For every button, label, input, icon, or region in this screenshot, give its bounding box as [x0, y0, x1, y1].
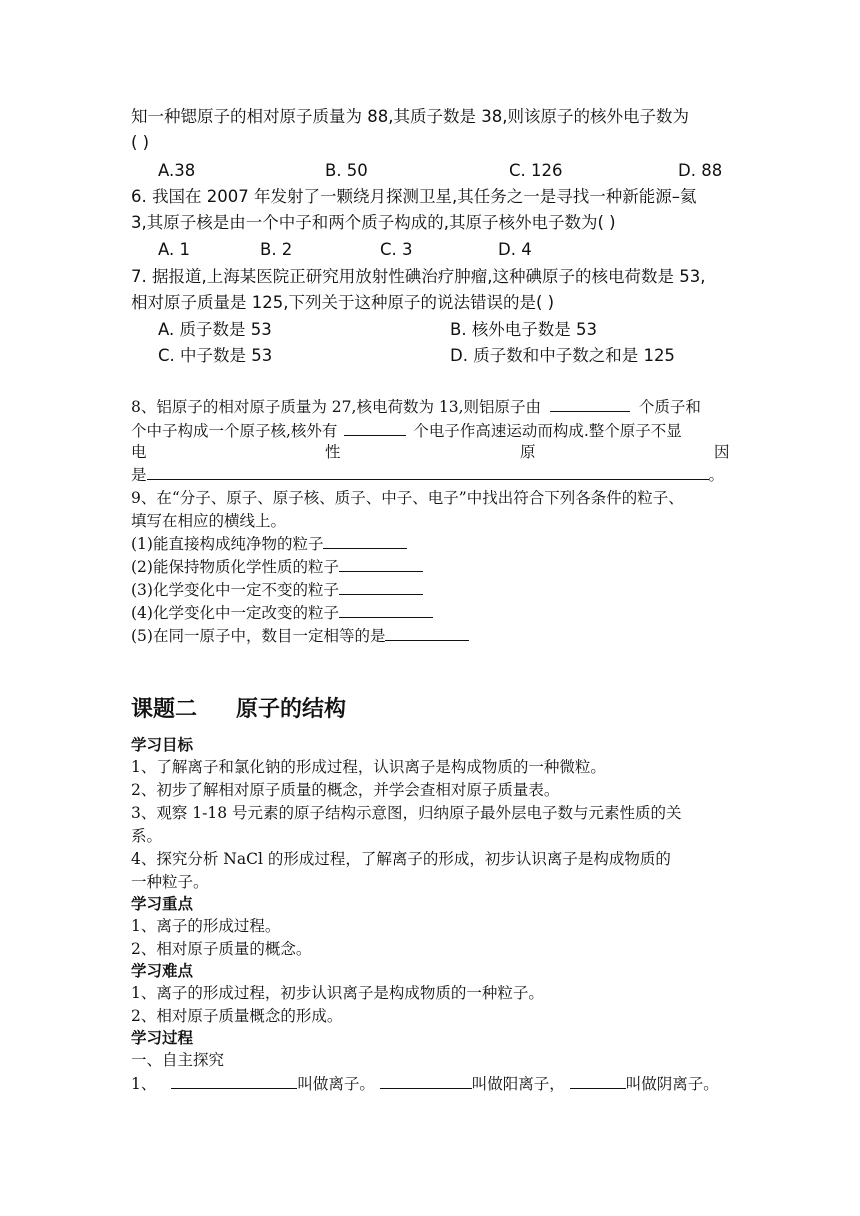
difficult-point-2: 2、相对原子质量概念的形成。 — [131, 1007, 343, 1025]
q9-item-5 — [131, 624, 469, 647]
q9-item-5-text: (5)在同一原子中，数目一定相等的是 — [131, 627, 386, 645]
q8-line2 — [131, 419, 682, 442]
q8-line1 — [131, 395, 701, 418]
q5-option-d: D. 88 — [678, 161, 723, 180]
q8-text-4: 个电子作高速运动而构成.整个原子不显 — [413, 422, 682, 440]
q8-text-3: 个中子构成一个原子核,核外有 — [131, 422, 338, 440]
q9-blank-3[interactable] — [339, 578, 423, 595]
q8-blank-electrons[interactable] — [344, 419, 406, 436]
q7-option-c: C. 中子数是 53 — [158, 346, 273, 365]
key-point-1: 1、离子的形成过程。 — [131, 917, 281, 935]
goal-3: 3、观察 1-18 号元素的原子结构示意图，归纳原子最外层电子数与元素性质的关 — [131, 804, 682, 822]
process-heading: 学习过程 — [131, 1028, 194, 1047]
q5-stem: 知一种锶原子的相对原子质量为 88,其质子数是 38,则该原子的核外电子数为 — [131, 107, 689, 126]
q8-text-1: 8、铝原子的相对原子质量为 27,核电荷数为 13,则铝原子由 — [131, 398, 542, 416]
goal-4: 4、探究分析 NaCl 的形成过程，了解离子的形成，初步认识离子是构成物质的 — [131, 850, 671, 868]
q7-option-d: D. 质子数和中子数之和是 125 — [450, 346, 675, 365]
goal-1: 1、了解离子和氯化钠的形成过程，认识离子是构成物质的一种微粒。 — [131, 758, 606, 776]
q6-option-a: A. 1 — [158, 240, 190, 259]
q8-line4 — [131, 463, 724, 486]
q5-option-b: B. 50 — [325, 161, 368, 180]
lesson-title: 原子的结构 — [236, 697, 347, 722]
q9-blank-5[interactable] — [385, 624, 469, 641]
q9-item-4-text: (4)化学变化中一定改变的粒子 — [131, 604, 339, 622]
q9-blank-4[interactable] — [339, 601, 433, 618]
q9-item-2 — [131, 555, 423, 578]
q8-blank-protons[interactable] — [550, 395, 630, 412]
fill-line-1 — [131, 1072, 719, 1095]
fill-number: 1、 — [131, 1075, 157, 1093]
q8-blank-reason[interactable] — [147, 463, 709, 480]
q9-item-3 — [131, 578, 423, 601]
fill-blank-cation[interactable] — [380, 1072, 472, 1089]
q8-line3-char-4: 因 — [714, 443, 730, 461]
q6-line1: 6. 我国在 2007 年发射了一颗绕月探测卫星,其任务之一是寻找一种新能源–氦 — [131, 187, 697, 206]
q6-option-b: B. 2 — [260, 240, 293, 259]
q6-option-d: D. 4 — [498, 240, 532, 259]
difficult-heading: 学习难点 — [131, 961, 194, 980]
key-heading: 学习重点 — [131, 894, 194, 913]
goals-heading: 学习目标 — [131, 735, 194, 754]
q8-line3-char-3: 原 — [520, 443, 536, 461]
q9-item-2-text: (2)能保持物质化学性质的粒子 — [131, 558, 339, 576]
q8-line3-char-1: 电 — [131, 443, 147, 461]
q9-item-1-text: (1)能直接构成纯净物的粒子 — [131, 535, 324, 553]
q8-line3-char-2: 性 — [325, 443, 341, 461]
fill-blank-anion[interactable] — [570, 1072, 626, 1089]
q9-item-4 — [131, 601, 433, 624]
q8-text-5: 是 — [131, 466, 147, 484]
goal-4-cont: 一种粒子。 — [131, 873, 209, 891]
q7-option-b: B. 核外电子数是 53 — [450, 320, 598, 339]
goal-2: 2、初步了解相对原子质量的概念，并学会查相对原子质量表。 — [131, 781, 560, 799]
fill-text-3: 叫做阴离子。 — [625, 1075, 719, 1093]
fill-text-2: 叫做阳离子， — [471, 1075, 565, 1093]
q9-line2: 填写在相应的横线上。 — [131, 512, 287, 530]
q9-line1: 9、在“分子、原子、原子核、质子、中子、电子”中找出符合下列各条件的粒子、 — [131, 489, 684, 507]
q8-text-2: 个质子和 — [638, 398, 701, 416]
q8-text-6: 。 — [708, 466, 725, 484]
q9-blank-2[interactable] — [339, 555, 423, 572]
q6-option-c: C. 3 — [380, 240, 413, 259]
q9-blank-1[interactable] — [323, 532, 407, 549]
q6-line2: 3,其原子核是由一个中子和两个质子构成的,其原子核外电子数为( ) — [131, 213, 616, 232]
q9-item-3-text: (3)化学变化中一定不变的粒子 — [131, 581, 339, 599]
q5-option-c: C. 126 — [509, 161, 563, 180]
fill-blank-ion[interactable] — [171, 1072, 297, 1089]
fill-text-1: 叫做离子。 — [297, 1075, 375, 1093]
q7-line2: 相对原子质量是 125,下列关于这种原子的说法错误的是( ) — [131, 293, 555, 312]
key-point-2: 2、相对原子质量的概念。 — [131, 940, 312, 958]
goal-3-cont: 系。 — [131, 827, 163, 845]
q7-option-a: A. 质子数是 53 — [158, 320, 272, 339]
q9-item-1 — [131, 532, 407, 555]
section-1-heading: 一、自主探究 — [131, 1051, 225, 1069]
q5-option-a: A.38 — [158, 161, 196, 180]
difficult-point-1: 1、离子的形成过程，初步认识离子是构成物质的一种粒子。 — [131, 984, 544, 1002]
q5-paren: ( ) — [131, 133, 150, 152]
lesson-title-number: 课题二 — [131, 697, 198, 722]
q7-line1: 7. 据报道,上海某医院正研究用放射性碘治疗肿瘤,这种碘原子的核电荷数是 53, — [131, 267, 706, 286]
